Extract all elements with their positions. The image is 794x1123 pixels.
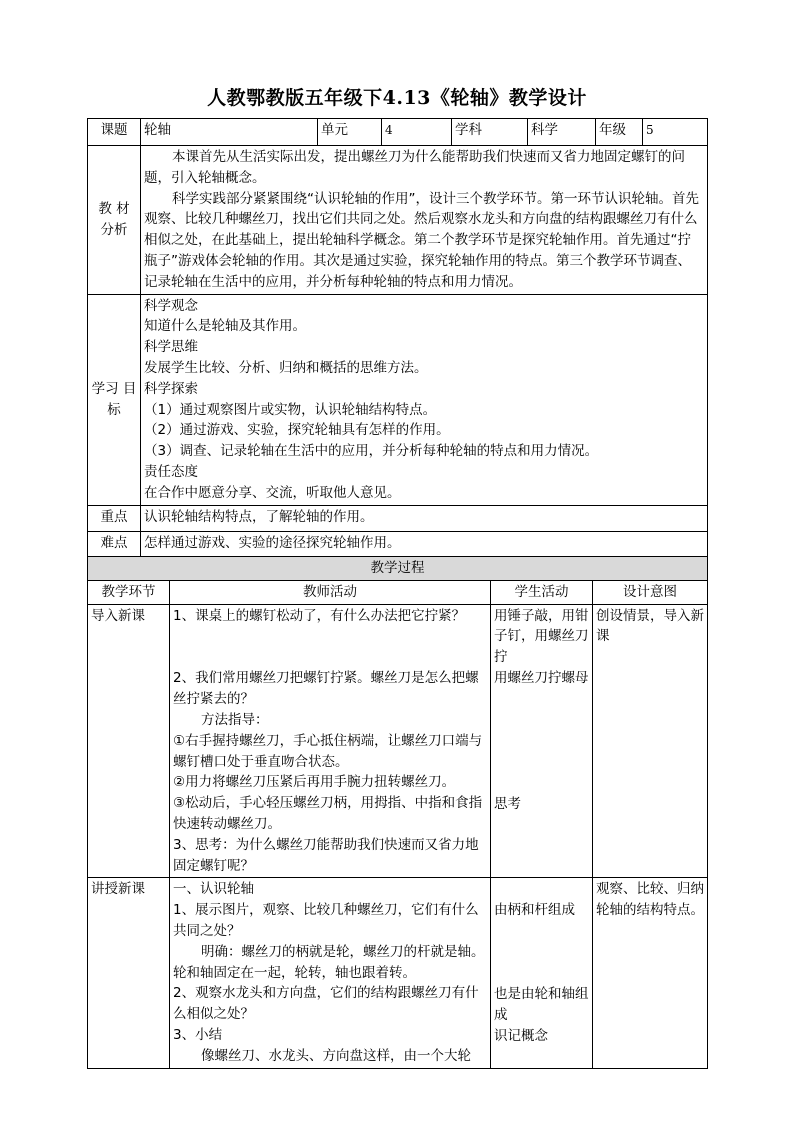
subject-label: 学科 — [452, 119, 528, 146]
spacer — [494, 710, 589, 731]
grade-value: 5 — [643, 119, 708, 146]
column-header: 设计意图 — [593, 580, 708, 604]
teacher-line: ③松动后，手心轻压螺丝刀柄，用拇指、中指和食指快速转动螺丝刀。 — [173, 795, 483, 832]
student-line: 用螺丝刀拧螺母 — [494, 669, 589, 686]
key-row — [88, 505, 708, 531]
spacer — [173, 626, 487, 647]
analysis-paragraph-2: 科学实践部分紧紧围绕“认识轮轴的作用”，设计三个教学环节。第一环节认识轮轴。首先观察、比较几种螺丝刀，找出它们共同之处。然后观察水龙头和方向盘的结构跟螺丝刀有什么相似之处，在此基础上，提出轮轴科学概念。第二个教学环节是探究轮轴作用。首先通过“拧瓶子”游戏体会轮轴的作用。其次是通过实验，探究轮轴作用的特点。第三个教学环节调查、记录轮轴在生活中的应用，并分析每种轮轴的特点和用力情况。 — [144, 190, 699, 290]
unit-label: 单元 — [318, 119, 382, 146]
difficulty-text: 怎样通过游戏、实验的途径探究轮轴作用。 — [141, 531, 708, 559]
difficulty-label: 难点 — [88, 531, 141, 559]
subject-value: 科学 — [528, 119, 596, 146]
page-title: 人教鄂教版五年级下4.13《轮轴》教学设计 — [207, 87, 587, 109]
goal-line: 知道什么是轮轴及其作用。 — [144, 318, 306, 335]
spacer — [494, 879, 589, 900]
goal-line: 在合作中愿意分享、交流，听取他人意见。 — [144, 484, 401, 501]
goal-line: 发展学生比较、分析、归纳和概括的思维方法。 — [144, 359, 428, 376]
unit-value: 4 — [382, 119, 452, 146]
lecture-row — [88, 878, 708, 1068]
teacher-line: 1、课桌上的螺钉松动了，有什么办法把它拧紧？ — [173, 607, 466, 624]
lecture-teacher — [170, 878, 491, 1068]
key-text: 认识轮轴结构特点，了解轮轴的作用。 — [141, 505, 708, 531]
spacer — [173, 647, 487, 668]
spacer — [494, 921, 589, 942]
lecture-intent: 观察、比较、归纳轮轴的结构特点。 — [593, 878, 708, 1068]
process-header-row — [88, 557, 708, 581]
goals-label: 学习 目标 — [88, 294, 141, 505]
intro-student — [491, 604, 593, 878]
spacer — [494, 773, 589, 794]
teacher-line: 1、展示图片，观察、比较几种螺丝刀，它们有什么共同之处？ — [173, 902, 479, 939]
teacher-line: ①右手握持螺丝刀，手心抵住柄端，让螺丝刀口端与螺钉槽口处于垂直吻合状态。 — [173, 732, 483, 770]
teacher-line: ②用力将螺丝刀压紧后再用手腕力扭转螺丝刀。 — [173, 774, 456, 791]
analysis-content — [141, 146, 708, 295]
info-row — [88, 119, 708, 146]
process-columns-row — [88, 580, 708, 604]
analysis-row — [88, 146, 708, 295]
goals-content — [141, 294, 708, 505]
student-line: 由柄和杆组成 — [494, 902, 575, 919]
teacher-line: 明确：螺丝刀的柄就是轮，螺丝刀的杆就是轴。轮和轴固定在一起，轮转，轴也跟着转。 — [173, 943, 485, 981]
course-value: 轮轴 — [141, 119, 318, 146]
student-line: 也是由轮和轴组成 — [494, 986, 589, 1023]
goal-line: （2）通过游戏、实验，探究轮轴具有怎样的作用。 — [144, 422, 450, 439]
goal-line: 科学探索 — [144, 380, 198, 397]
spacer — [494, 963, 589, 984]
difficulty-row — [88, 531, 708, 559]
teacher-line: 像螺丝刀、水龙头、方向盘这样，由一个大轮 — [201, 1047, 471, 1064]
goal-line: 科学观念 — [144, 297, 198, 314]
goal-line: （3）调查、记录轮轴在生活中的应用，并分析每种轮轴的特点和用力情况。 — [144, 443, 599, 460]
intro-stage: 导入新课 — [88, 604, 170, 878]
student-line: 用锤子敲，用钳子钉，用螺丝刀拧 — [494, 607, 589, 666]
teacher-line: 方法指导： — [201, 711, 269, 728]
goal-line: 科学思维 — [144, 339, 198, 356]
process-header: 教学过程 — [88, 557, 708, 581]
key-label: 重点 — [88, 505, 141, 531]
teacher-line: 3、思考：为什么螺丝刀能帮助我们快速而又省力地固定螺钉呢？ — [173, 836, 479, 874]
spacer — [494, 752, 589, 773]
spacer — [494, 942, 589, 963]
teacher-line: 2、观察水龙头和方向盘，它们的结构跟螺丝刀有什么相似之处？ — [173, 985, 479, 1023]
lecture-stage: 讲授新课 — [88, 878, 170, 1068]
column-header: 教学环节 — [88, 580, 170, 604]
teacher-line: 2、我们常用螺丝刀把螺钉拧紧。螺丝刀是怎么把螺丝拧紧去的？ — [173, 670, 479, 708]
spacer — [494, 689, 589, 710]
spacer — [494, 731, 589, 752]
course-label: 课题 — [88, 119, 141, 146]
lecture-student — [491, 878, 593, 1068]
goal-line: 责任态度 — [144, 463, 198, 480]
student-line: 识记概念 — [494, 1027, 548, 1044]
column-header: 教师活动 — [170, 580, 491, 604]
intro-intent: 创设情景，导入新课 — [593, 604, 708, 878]
info-table — [87, 118, 708, 560]
goal-line: （1）通过观察图片或实物，认识轮轴结构特点。 — [144, 401, 437, 418]
teacher-line: 3、小结 — [173, 1026, 223, 1043]
intro-row — [88, 604, 708, 878]
grade-label: 年级 — [596, 119, 643, 146]
goals-row — [88, 294, 708, 505]
column-header: 学生活动 — [491, 580, 593, 604]
student-line: 思考 — [494, 795, 521, 812]
teacher-line: 一、认识轮轴 — [173, 881, 254, 898]
analysis-paragraph-1: 本课首先从生活实际出发，提出螺丝刀为什么能帮助我们快速而又省力地固定螺钉的问题，引入轮轴概念。 — [144, 149, 685, 186]
intro-teacher — [170, 604, 491, 878]
analysis-label: 教 材 分析 — [88, 146, 141, 295]
process-table — [87, 556, 708, 1069]
